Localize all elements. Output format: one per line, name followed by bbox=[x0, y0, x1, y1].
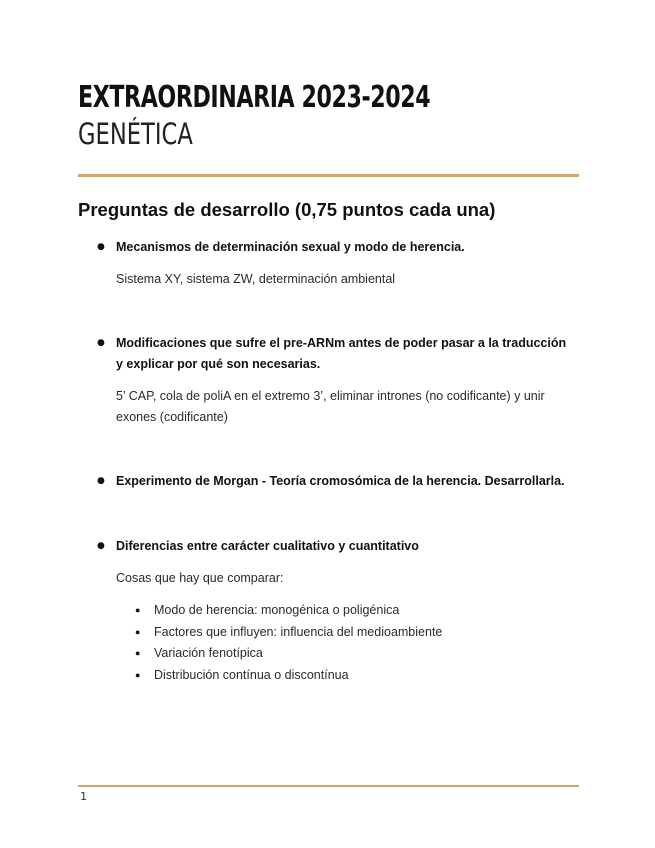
question-title: Diferencias entre carácter cualitativo y cuantitativo bbox=[116, 539, 419, 553]
document-subtitle: GENÉTICA bbox=[78, 117, 193, 151]
bullet-icon: ● bbox=[97, 242, 105, 252]
bullet-icon: ● bbox=[135, 648, 141, 658]
question-title: Mecanismos de determinación sexual y modo de herencia. bbox=[116, 240, 465, 254]
section-heading: Preguntas de desarrollo (0,75 puntos cada una) bbox=[78, 199, 496, 220]
question-item bbox=[97, 471, 572, 492]
list-item bbox=[135, 643, 442, 665]
list-item bbox=[135, 622, 442, 644]
question-item bbox=[97, 237, 572, 290]
list-item bbox=[135, 600, 442, 622]
question-answer: Cosas que hay que comparar: bbox=[116, 571, 284, 585]
comparison-list bbox=[135, 600, 442, 686]
question-answer: 5’ CAP, cola de poliA en el extremo 3’, eliminar intrones (no codificante) y unir exones (codificante) bbox=[116, 389, 545, 424]
bullet-icon: ● bbox=[97, 338, 105, 348]
bullet-icon: ● bbox=[135, 605, 141, 615]
list-item-text: Variación fenotípica bbox=[154, 646, 263, 660]
bullet-icon: ● bbox=[97, 476, 105, 486]
footer-divider bbox=[78, 785, 579, 787]
list-item bbox=[135, 665, 442, 687]
header-divider bbox=[78, 174, 579, 177]
bullet-icon: ● bbox=[97, 541, 105, 551]
question-title: Experimento de Morgan - Teoría cromosómica de la herencia. Desarrollarla. bbox=[116, 474, 565, 488]
document-title: EXTRAORDINARIA 2023-2024 bbox=[78, 80, 431, 115]
question-item bbox=[97, 333, 572, 428]
question-answer: Sistema XY, sistema ZW, determinación ambiental bbox=[116, 272, 396, 286]
list-item-text: Distribución contínua o discontínua bbox=[154, 667, 349, 682]
list-item-text: Factores que influyen: influencia del medioambiente bbox=[154, 624, 443, 639]
question-title: Modificaciones que sufre el pre-ARNm antes de poder pasar a la traducción y explicar por qué son necesarias. bbox=[116, 336, 567, 371]
question-item bbox=[97, 536, 572, 589]
list-item-text: Modo de herencia: monogénica o poligénica bbox=[154, 603, 400, 617]
page-number: 1 bbox=[80, 790, 87, 803]
bullet-icon: ● bbox=[135, 626, 141, 637]
bullet-icon: ● bbox=[135, 669, 141, 680]
